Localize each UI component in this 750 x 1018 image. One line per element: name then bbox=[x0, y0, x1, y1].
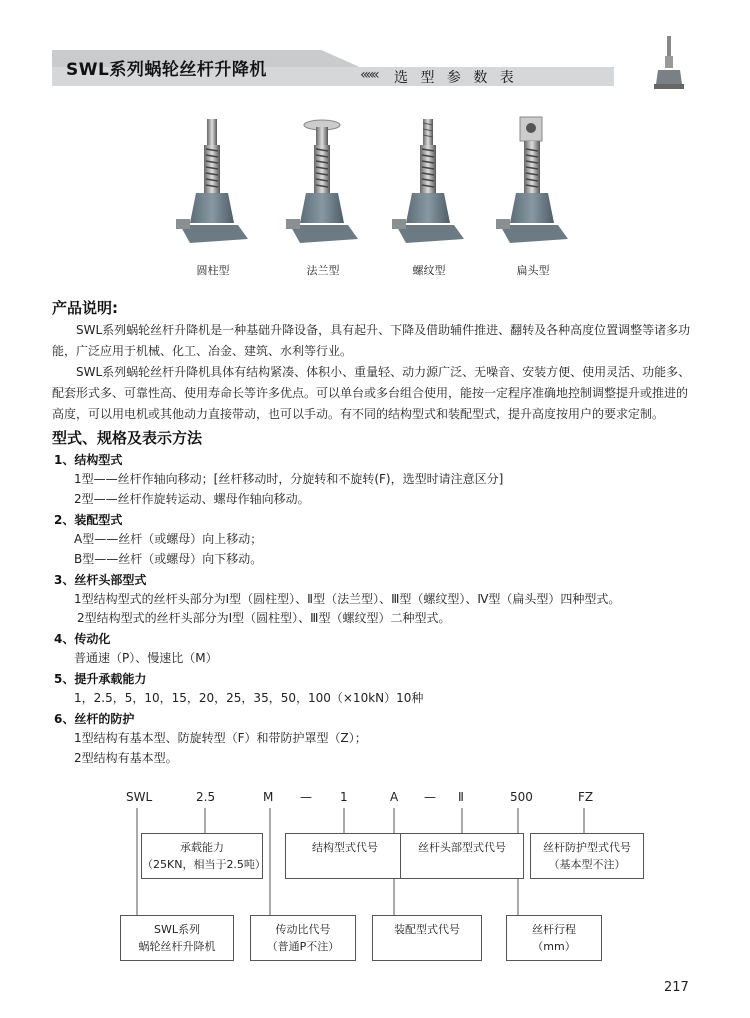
code-part: M bbox=[263, 790, 274, 804]
code-part: FZ bbox=[578, 790, 594, 804]
page-subtitle: 选 型 参 数 表 bbox=[394, 70, 518, 86]
code-part: 500 bbox=[510, 790, 533, 804]
box-label: 结构型式代号 bbox=[312, 841, 378, 854]
spec-line: 1，2.5，5，10，15，20，25，35，50，100（×10kN）10种 bbox=[74, 691, 424, 705]
chevrons-icon: ««« bbox=[360, 67, 377, 83]
spec-line: 2型结构有基本型。 bbox=[74, 751, 178, 765]
description-title: 产品说明: bbox=[52, 299, 118, 317]
spec-heading: 4、传动化 bbox=[54, 632, 111, 646]
spec-line: 1型——丝杆作轴向移动；[丝杆移动时，分旋转和不旋转(F)，选型时请注意区分] bbox=[74, 472, 504, 486]
page-number: 217 bbox=[664, 980, 689, 995]
protection-box bbox=[530, 833, 644, 879]
description-paragraph: SWL系列蜗轮丝杆升降机具体有结构紧凑、体积小、重量轻、动力源广泛、无噪音、安装方便、使用灵活、功能多、配套形式多、可靠性高、使用寿命长等许多优点。可以单台或多台组合使用，能按一定程序准确地控制调整提升或推进的高度，可以用电机或其他动力直接带动，也可以手动。有不同的结构型式和装配型式，提升高度按用户的要求定制。 bbox=[52, 365, 691, 421]
code-part: A bbox=[390, 790, 399, 804]
page-title: SWL系列蜗轮丝杆升降机 bbox=[66, 60, 267, 80]
code-part: SWL bbox=[126, 790, 153, 804]
box-label: 丝杆防护型式代号 bbox=[543, 841, 631, 854]
box-note: （25KN，相当于2.5吨） bbox=[142, 858, 266, 871]
spec-heading: 6、丝杆的防护 bbox=[54, 712, 135, 726]
head-type-box bbox=[400, 833, 524, 879]
spec-heading: 2、装配型式 bbox=[54, 513, 123, 527]
product-label: 圆柱型 bbox=[196, 264, 230, 277]
box-label: 装配型式代号 bbox=[394, 923, 460, 936]
capacity-box bbox=[141, 833, 266, 879]
product-label: 螺纹型 bbox=[412, 264, 446, 277]
spec-heading: 5、提升承载能力 bbox=[54, 672, 147, 686]
description-paragraph: SWL系列蜗轮丝杆升降机是一种基础升降设备，具有起升、下降及借助辅件推进、翻转及各种高度位置调整等诸多功能，广泛应用于机械、化工、冶金、建筑、水利等行业。 bbox=[52, 323, 691, 358]
code-part: 1 bbox=[340, 790, 348, 804]
spec-heading: 3、丝杆头部型式 bbox=[54, 573, 147, 587]
stroke-box bbox=[506, 915, 602, 961]
box-note: （mm） bbox=[532, 940, 576, 953]
product-label: 扁头型 bbox=[516, 264, 550, 277]
box-note: 蜗轮丝杆升降机 bbox=[138, 940, 216, 953]
spec-line: 1型结构有基本型、防旋转型（F）和带防护罩型（Z）； bbox=[74, 731, 367, 745]
spec-line: A型——丝杆（或螺母）向上移动； bbox=[74, 532, 263, 546]
box-note: （基本型不注） bbox=[548, 858, 626, 871]
assembly-box bbox=[372, 915, 482, 961]
series-box bbox=[120, 915, 234, 961]
product-label: 法兰型 bbox=[306, 264, 340, 277]
spec-title: 型式、规格及表示方法 bbox=[52, 429, 203, 447]
box-label: 传动比代号 bbox=[275, 923, 331, 936]
code-part: — bbox=[424, 790, 436, 804]
box-label: SWL系列 bbox=[154, 923, 200, 936]
code-part: Ⅱ bbox=[458, 790, 464, 804]
code-part: 2.5 bbox=[196, 790, 216, 804]
box-note: （普通P不注） bbox=[266, 940, 340, 953]
structure-box bbox=[285, 833, 405, 879]
spec-line: 普通速（P）、慢速比（M） bbox=[74, 651, 218, 665]
spec-line: 2型——丝杆作旋转运动、螺母作轴向移动。 bbox=[74, 492, 310, 506]
code-part: — bbox=[300, 790, 312, 804]
spec-line: 2型结构型式的丝杆头部分为Ⅰ型（圆柱型）、Ⅲ型（螺纹型）二种型式。 bbox=[77, 611, 451, 625]
spec-heading: 1、结构型式 bbox=[54, 453, 123, 467]
box-label: 承载能力 bbox=[180, 841, 224, 854]
box-label: 丝杆行程 bbox=[532, 923, 576, 936]
spec-line: B型——丝杆（或螺母）向下移动。 bbox=[74, 552, 263, 566]
ratio-box bbox=[250, 915, 356, 961]
box-label: 丝杆头部型式代号 bbox=[418, 841, 506, 854]
spec-line: 1型结构型式的丝杆头部分为Ⅰ型（圆柱型）、Ⅱ型（法兰型）、Ⅲ型（螺纹型）、Ⅳ型（扁头型）四种型式。 bbox=[74, 592, 621, 606]
